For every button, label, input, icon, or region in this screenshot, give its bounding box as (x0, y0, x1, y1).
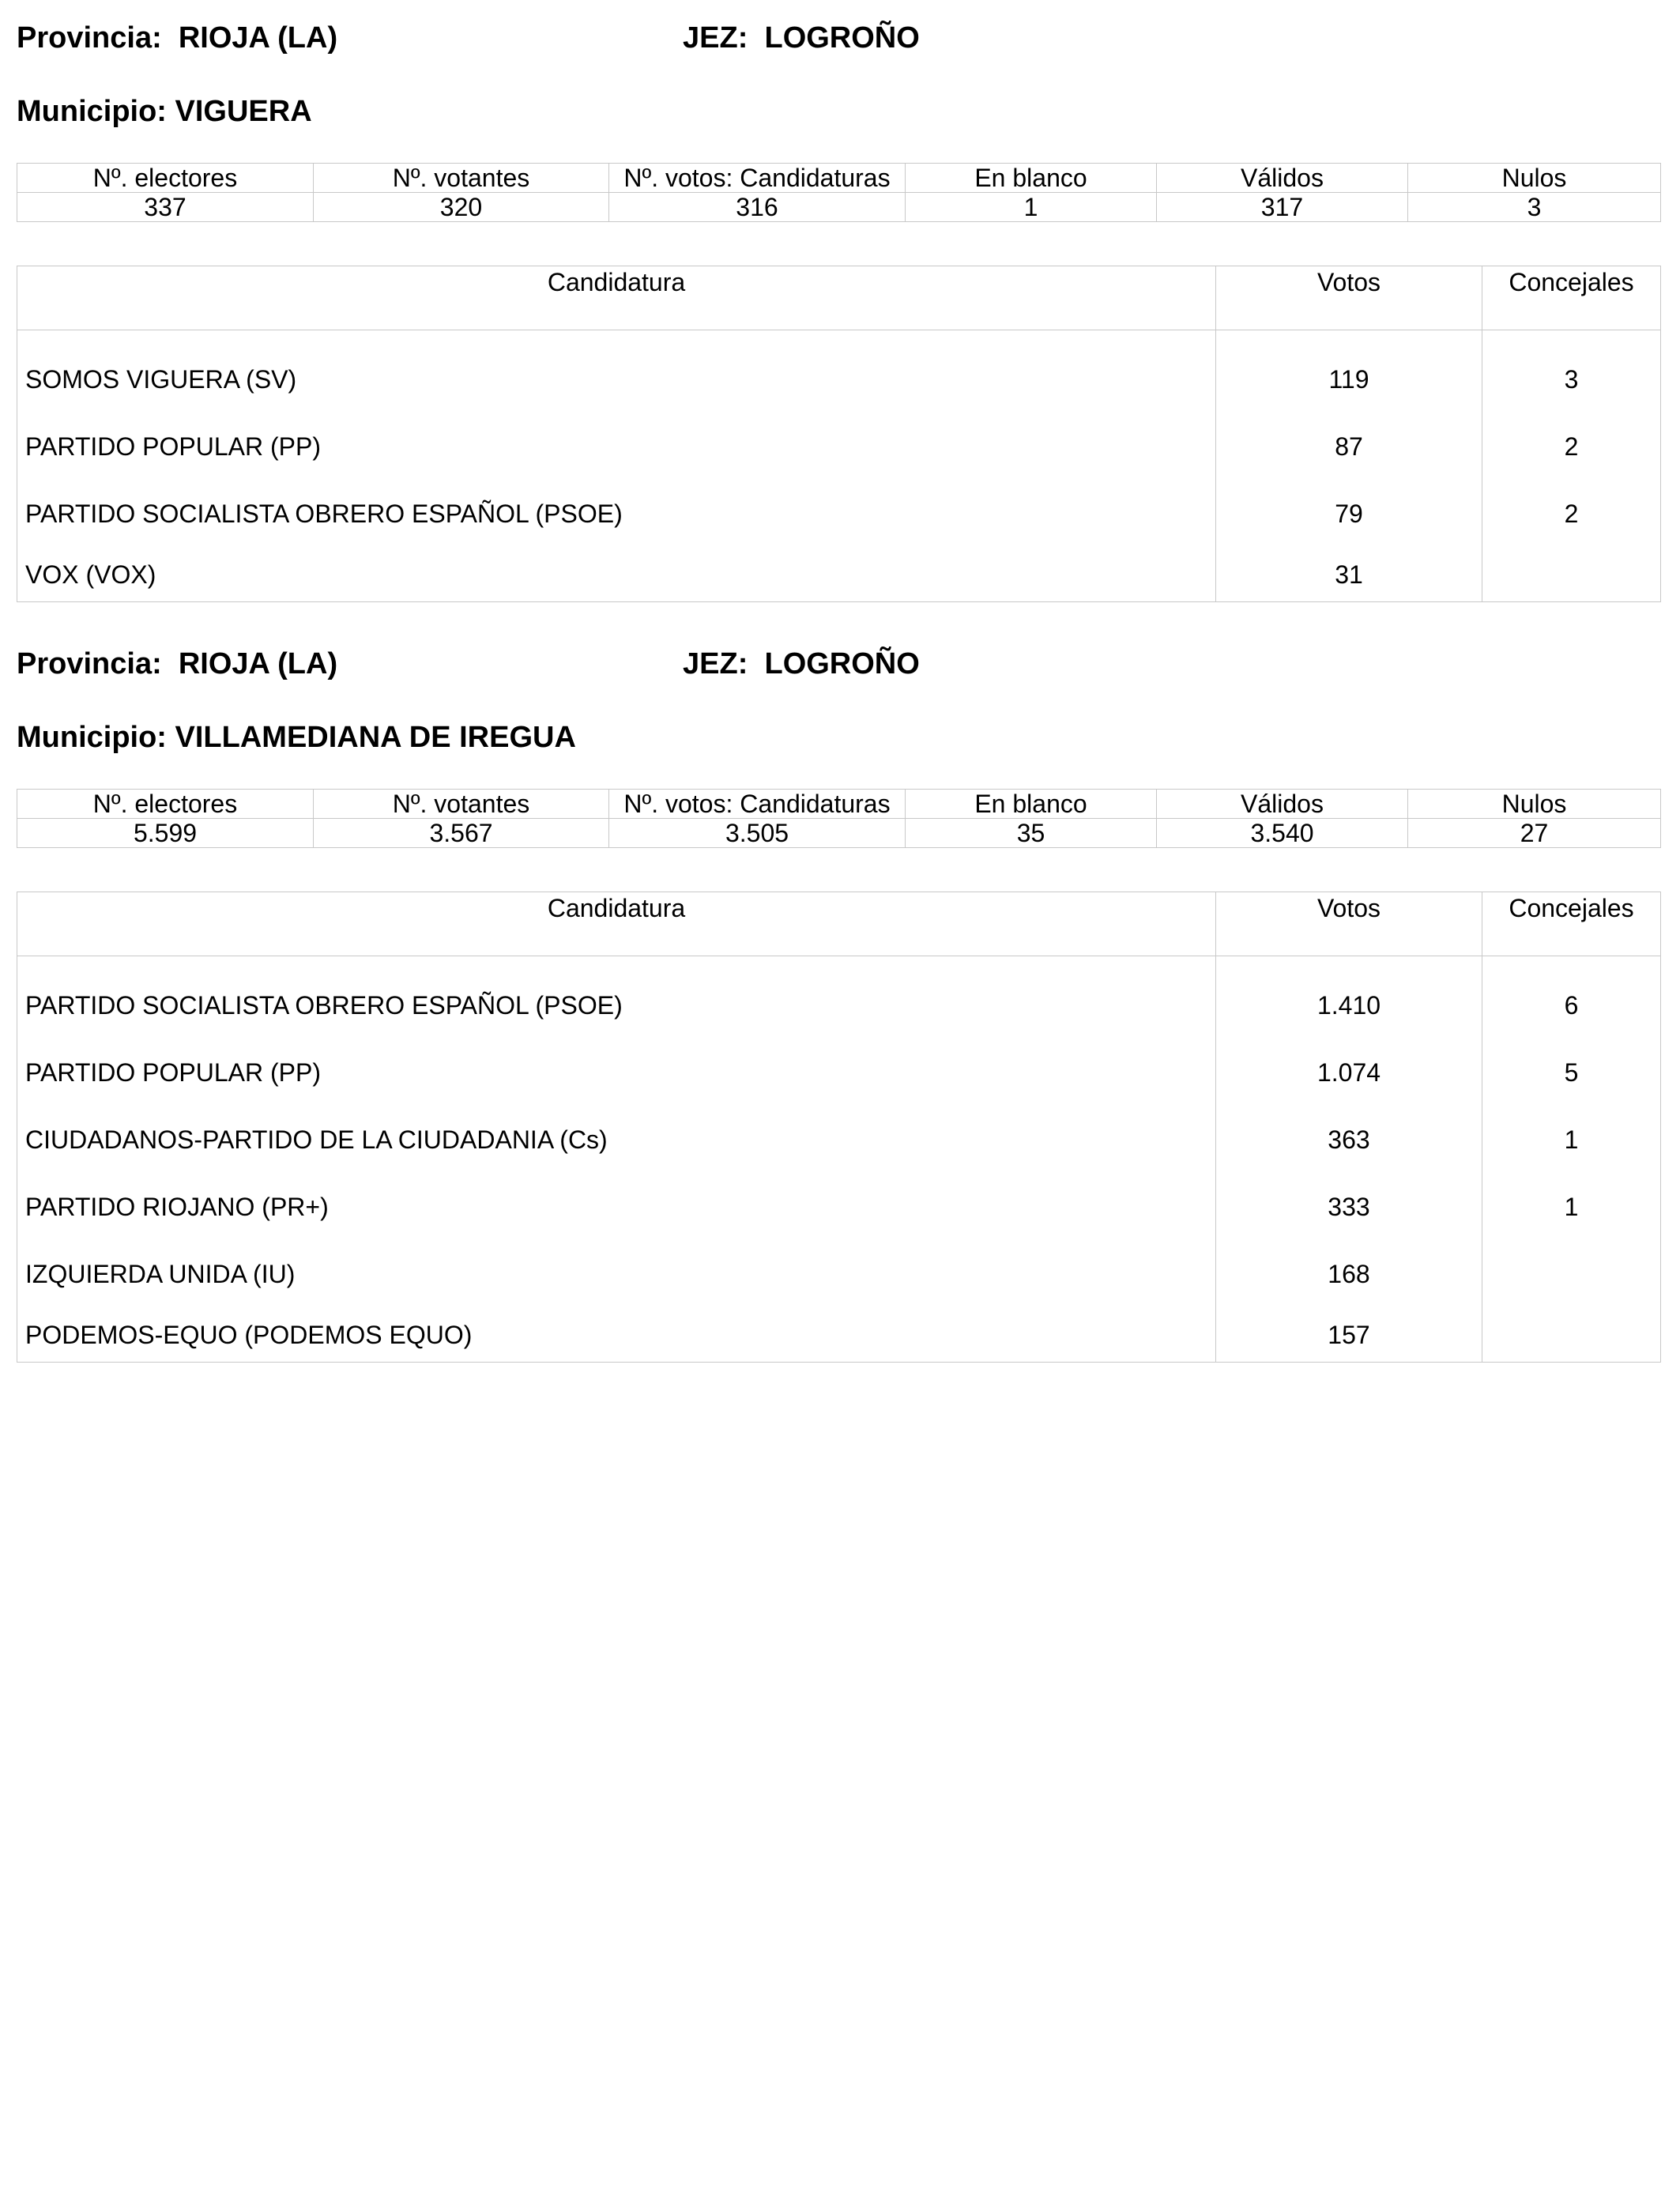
candidatura-name: PODEMOS-EQUO (PODEMOS EQUO) (17, 1308, 1216, 1363)
provincia-label: Provincia: (17, 21, 162, 55)
summary-header-row (17, 790, 1661, 819)
summary-value-row (17, 819, 1661, 848)
results-header: Concejales (1482, 892, 1661, 956)
municipio-label: Municipio: (17, 95, 167, 128)
summary-value-row (17, 193, 1661, 222)
summary-header: Válidos (1157, 164, 1408, 193)
summary-value: 3 (1408, 193, 1661, 222)
candidatura-concejales: 3 (1482, 346, 1661, 413)
municipio-heading (17, 94, 312, 129)
provincia-heading (17, 21, 337, 55)
provincia-value: RIOJA (LA) (178, 21, 338, 55)
summary-table (17, 789, 1661, 848)
provincia-value: RIOJA (LA) (178, 647, 338, 680)
jez-value: LOGROÑO (764, 21, 920, 55)
candidatura-name: PARTIDO RIOJANO (PR+) (17, 1174, 1216, 1241)
municipio-heading (17, 720, 576, 755)
summary-value: 35 (906, 819, 1157, 848)
table-row (17, 481, 1661, 548)
results-table (17, 892, 1661, 1363)
table-row (17, 413, 1661, 481)
municipio-value: VIGUERA (175, 95, 312, 128)
table-row (17, 1039, 1661, 1106)
municipio-section (17, 0, 1660, 616)
municipio-label: Municipio: (17, 721, 167, 754)
summary-header: En blanco (906, 790, 1157, 819)
candidatura-votos: 79 (1216, 481, 1482, 548)
candidatura-votos: 119 (1216, 346, 1482, 413)
summary-header: Nº. electores (17, 164, 314, 193)
candidatura-votos: 1.410 (1216, 972, 1482, 1039)
results-header: Concejales (1482, 266, 1661, 330)
summary-header: Nulos (1408, 790, 1661, 819)
candidatura-votos: 157 (1216, 1308, 1482, 1363)
summary-header: Nº. votantes (314, 790, 609, 819)
table-row (17, 972, 1661, 1039)
summary-header: En blanco (906, 164, 1157, 193)
candidatura-concejales: 1 (1482, 1106, 1661, 1174)
results-header: Votos (1216, 892, 1482, 956)
table-row (17, 1241, 1661, 1308)
results-header: Candidatura (17, 892, 1216, 956)
summary-value: 3.540 (1157, 819, 1408, 848)
candidatura-concejales: 1 (1482, 1174, 1661, 1241)
results-header-row (17, 266, 1661, 330)
summary-header: Nulos (1408, 164, 1661, 193)
provincia-label: Provincia: (17, 647, 162, 680)
summary-value: 337 (17, 193, 314, 222)
candidatura-name: IZQUIERDA UNIDA (IU) (17, 1241, 1216, 1308)
results-header: Votos (1216, 266, 1482, 330)
summary-value: 3.567 (314, 819, 609, 848)
candidatura-name: PARTIDO SOCIALISTA OBRERO ESPAÑOL (PSOE) (17, 481, 1216, 548)
summary-value: 320 (314, 193, 609, 222)
candidatura-concejales: 2 (1482, 413, 1661, 481)
candidatura-concejales (1482, 1241, 1661, 1308)
candidatura-concejales: 5 (1482, 1039, 1661, 1106)
candidatura-votos: 168 (1216, 1241, 1482, 1308)
summary-header: Nº. electores (17, 790, 314, 819)
summary-header-row (17, 164, 1661, 193)
table-row (17, 1174, 1661, 1241)
results-header: Candidatura (17, 266, 1216, 330)
summary-value: 317 (1157, 193, 1408, 222)
summary-value: 5.599 (17, 819, 314, 848)
candidatura-votos: 1.074 (1216, 1039, 1482, 1106)
results-spacer (17, 330, 1661, 347)
summary-value: 1 (906, 193, 1157, 222)
jez-label: JEZ: (683, 21, 748, 55)
candidatura-votos: 363 (1216, 1106, 1482, 1174)
summary-value: 27 (1408, 819, 1661, 848)
jez-heading (683, 21, 920, 55)
candidatura-votos: 87 (1216, 413, 1482, 481)
candidatura-name: PARTIDO POPULAR (PP) (17, 1039, 1216, 1106)
candidatura-votos: 31 (1216, 548, 1482, 602)
candidatura-concejales (1482, 1308, 1661, 1363)
results-header-row (17, 892, 1661, 956)
results-table (17, 266, 1661, 602)
municipio-value: VILLAMEDIANA DE IREGUA (175, 721, 576, 754)
candidatura-name: VOX (VOX) (17, 548, 1216, 602)
results-spacer (17, 956, 1661, 973)
candidatura-name: PARTIDO SOCIALISTA OBRERO ESPAÑOL (PSOE) (17, 972, 1216, 1039)
summary-header: Nº. votos: Candidaturas (609, 164, 906, 193)
candidatura-concejales (1482, 548, 1661, 602)
jez-value: LOGROÑO (764, 647, 920, 680)
table-row (17, 1308, 1661, 1363)
jez-label: JEZ: (683, 647, 748, 680)
candidatura-concejales: 2 (1482, 481, 1661, 548)
table-row (17, 1106, 1661, 1174)
candidatura-name: PARTIDO POPULAR (PP) (17, 413, 1216, 481)
candidatura-concejales: 6 (1482, 972, 1661, 1039)
jez-heading (683, 647, 920, 681)
provincia-heading (17, 647, 337, 681)
municipio-section (17, 626, 1660, 1416)
candidatura-name: CIUDADANOS-PARTIDO DE LA CIUDADANIA (Cs) (17, 1106, 1216, 1174)
candidatura-name: SOMOS VIGUERA (SV) (17, 346, 1216, 413)
summary-table (17, 163, 1661, 222)
table-row (17, 548, 1661, 602)
summary-header: Nº. votos: Candidaturas (609, 790, 906, 819)
summary-value: 316 (609, 193, 906, 222)
summary-header: Válidos (1157, 790, 1408, 819)
candidatura-votos: 333 (1216, 1174, 1482, 1241)
table-row (17, 346, 1661, 413)
summary-value: 3.505 (609, 819, 906, 848)
summary-header: Nº. votantes (314, 164, 609, 193)
